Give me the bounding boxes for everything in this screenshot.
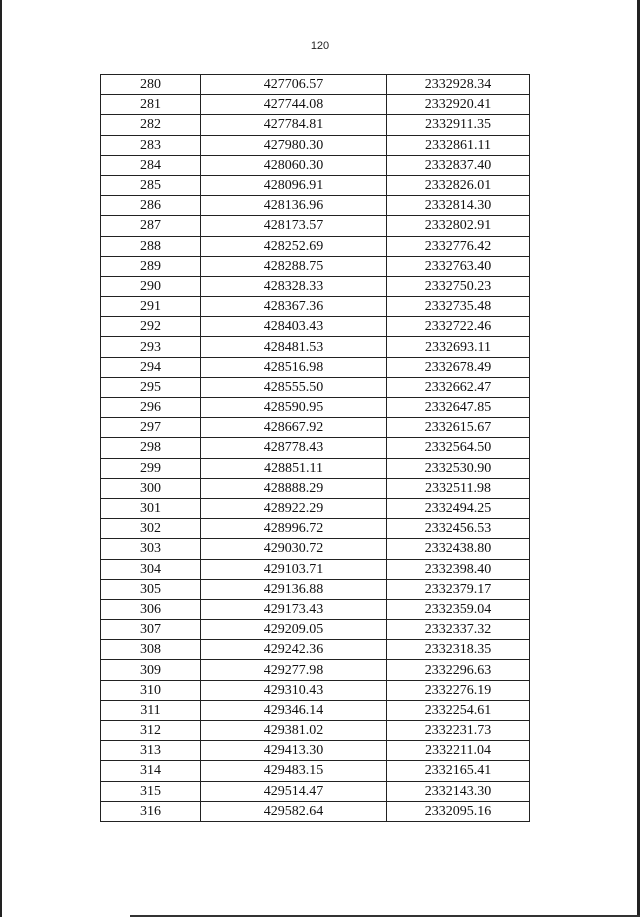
point-number-cell: 298 (101, 438, 201, 458)
point-number-cell: 290 (101, 276, 201, 296)
y-coordinate-cell: 2332776.42 (387, 236, 530, 256)
table-row (101, 438, 530, 458)
table-row (101, 498, 530, 518)
y-coordinate-cell: 2332920.41 (387, 95, 530, 115)
x-coordinate-cell: 428367.36 (200, 297, 386, 317)
table-row (101, 640, 530, 660)
x-coordinate-cell: 427706.57 (200, 75, 386, 95)
x-coordinate-cell: 429209.05 (200, 620, 386, 640)
table-row (101, 660, 530, 680)
point-number-cell: 281 (101, 95, 201, 115)
table-row (101, 317, 530, 337)
table-row (101, 620, 530, 640)
page-number: 120 (310, 40, 330, 52)
table-row (101, 579, 530, 599)
table-row (101, 357, 530, 377)
x-coordinate-cell: 428778.43 (200, 438, 386, 458)
point-number-cell: 307 (101, 620, 201, 640)
y-coordinate-cell: 2332722.46 (387, 317, 530, 337)
y-coordinate-cell: 2332337.32 (387, 620, 530, 640)
table-row (101, 700, 530, 720)
y-coordinate-cell: 2332511.98 (387, 478, 530, 498)
table-row (101, 559, 530, 579)
table-row (101, 519, 530, 539)
x-coordinate-cell: 429242.36 (200, 640, 386, 660)
table-row (101, 680, 530, 700)
x-coordinate-cell: 427784.81 (200, 115, 386, 135)
point-number-cell: 282 (101, 115, 201, 135)
point-number-cell: 305 (101, 579, 201, 599)
y-coordinate-cell: 2332837.40 (387, 155, 530, 175)
y-coordinate-cell: 2332678.49 (387, 357, 530, 377)
x-coordinate-cell: 428288.75 (200, 256, 386, 276)
table-row (101, 297, 530, 317)
y-coordinate-cell: 2332911.35 (387, 115, 530, 135)
point-number-cell: 302 (101, 519, 201, 539)
y-coordinate-cell: 2332398.40 (387, 559, 530, 579)
point-number-cell: 293 (101, 337, 201, 357)
point-number-cell: 296 (101, 398, 201, 418)
point-number-cell: 303 (101, 539, 201, 559)
table-row (101, 781, 530, 801)
x-coordinate-cell: 429346.14 (200, 700, 386, 720)
y-coordinate-cell: 2332456.53 (387, 519, 530, 539)
point-number-cell: 306 (101, 599, 201, 619)
x-coordinate-cell: 428555.50 (200, 377, 386, 397)
point-number-cell: 315 (101, 781, 201, 801)
table-row (101, 741, 530, 761)
y-coordinate-cell: 2332763.40 (387, 256, 530, 276)
coordinates-table-body (101, 75, 530, 822)
table-row (101, 256, 530, 276)
table-row (101, 418, 530, 438)
table-row (101, 478, 530, 498)
x-coordinate-cell: 429413.30 (200, 741, 386, 761)
point-number-cell: 289 (101, 256, 201, 276)
x-coordinate-cell: 428996.72 (200, 519, 386, 539)
x-coordinate-cell: 428173.57 (200, 216, 386, 236)
point-number-cell: 284 (101, 155, 201, 175)
point-number-cell: 287 (101, 216, 201, 236)
y-coordinate-cell: 2332143.30 (387, 781, 530, 801)
x-coordinate-cell: 429381.02 (200, 721, 386, 741)
x-coordinate-cell: 427744.08 (200, 95, 386, 115)
x-coordinate-cell: 429136.88 (200, 579, 386, 599)
x-coordinate-cell: 429582.64 (200, 801, 386, 821)
x-coordinate-cell: 428481.53 (200, 337, 386, 357)
point-number-cell: 314 (101, 761, 201, 781)
x-coordinate-cell: 428403.43 (200, 317, 386, 337)
y-coordinate-cell: 2332826.01 (387, 175, 530, 195)
point-number-cell: 316 (101, 801, 201, 821)
y-coordinate-cell: 2332735.48 (387, 297, 530, 317)
x-coordinate-cell: 428252.69 (200, 236, 386, 256)
table-row (101, 75, 530, 95)
point-number-cell: 304 (101, 559, 201, 579)
x-coordinate-cell: 428590.95 (200, 398, 386, 418)
x-coordinate-cell: 428667.92 (200, 418, 386, 438)
table-row (101, 115, 530, 135)
x-coordinate-cell: 429514.47 (200, 781, 386, 801)
point-number-cell: 292 (101, 317, 201, 337)
table-row (101, 761, 530, 781)
table-row (101, 95, 530, 115)
y-coordinate-cell: 2332494.25 (387, 498, 530, 518)
table-row (101, 196, 530, 216)
x-coordinate-cell: 429310.43 (200, 680, 386, 700)
scan-edge-left (0, 0, 2, 917)
table-row (101, 599, 530, 619)
point-number-cell: 280 (101, 75, 201, 95)
point-number-cell: 309 (101, 660, 201, 680)
point-number-cell: 313 (101, 741, 201, 761)
x-coordinate-cell: 428888.29 (200, 478, 386, 498)
point-number-cell: 297 (101, 418, 201, 438)
y-coordinate-cell: 2332438.80 (387, 539, 530, 559)
y-coordinate-cell: 2332165.41 (387, 761, 530, 781)
x-coordinate-cell: 429103.71 (200, 559, 386, 579)
y-coordinate-cell: 2332564.50 (387, 438, 530, 458)
x-coordinate-cell: 429173.43 (200, 599, 386, 619)
table-row (101, 236, 530, 256)
table-row (101, 539, 530, 559)
table-row (101, 458, 530, 478)
y-coordinate-cell: 2332861.11 (387, 135, 530, 155)
table-row (101, 377, 530, 397)
y-coordinate-cell: 2332802.91 (387, 216, 530, 236)
x-coordinate-cell: 429030.72 (200, 539, 386, 559)
y-coordinate-cell: 2332662.47 (387, 377, 530, 397)
x-coordinate-cell: 429277.98 (200, 660, 386, 680)
y-coordinate-cell: 2332211.04 (387, 741, 530, 761)
x-coordinate-cell: 428060.30 (200, 155, 386, 175)
y-coordinate-cell: 2332750.23 (387, 276, 530, 296)
table-row (101, 216, 530, 236)
point-number-cell: 312 (101, 721, 201, 741)
y-coordinate-cell: 2332615.67 (387, 418, 530, 438)
point-number-cell: 311 (101, 700, 201, 720)
table-row (101, 276, 530, 296)
x-coordinate-cell: 427980.30 (200, 135, 386, 155)
point-number-cell: 294 (101, 357, 201, 377)
y-coordinate-cell: 2332296.63 (387, 660, 530, 680)
table-row (101, 398, 530, 418)
point-number-cell: 301 (101, 498, 201, 518)
y-coordinate-cell: 2332814.30 (387, 196, 530, 216)
table-row (101, 801, 530, 821)
point-number-cell: 283 (101, 135, 201, 155)
point-number-cell: 295 (101, 377, 201, 397)
table-row (101, 337, 530, 357)
point-number-cell: 310 (101, 680, 201, 700)
y-coordinate-cell: 2332318.35 (387, 640, 530, 660)
x-coordinate-cell: 428516.98 (200, 357, 386, 377)
point-number-cell: 288 (101, 236, 201, 256)
y-coordinate-cell: 2332276.19 (387, 680, 530, 700)
table-row (101, 175, 530, 195)
y-coordinate-cell: 2332359.04 (387, 599, 530, 619)
x-coordinate-cell: 428136.96 (200, 196, 386, 216)
y-coordinate-cell: 2332647.85 (387, 398, 530, 418)
x-coordinate-cell: 428922.29 (200, 498, 386, 518)
y-coordinate-cell: 2332231.73 (387, 721, 530, 741)
table-row (101, 155, 530, 175)
point-number-cell: 299 (101, 458, 201, 478)
point-number-cell: 285 (101, 175, 201, 195)
y-coordinate-cell: 2332928.34 (387, 75, 530, 95)
x-coordinate-cell: 428851.11 (200, 458, 386, 478)
point-number-cell: 308 (101, 640, 201, 660)
point-number-cell: 291 (101, 297, 201, 317)
x-coordinate-cell: 429483.15 (200, 761, 386, 781)
y-coordinate-cell: 2332254.61 (387, 700, 530, 720)
y-coordinate-cell: 2332095.16 (387, 801, 530, 821)
x-coordinate-cell: 428328.33 (200, 276, 386, 296)
point-number-cell: 300 (101, 478, 201, 498)
coordinates-table (100, 74, 530, 822)
table-row (101, 135, 530, 155)
point-number-cell: 286 (101, 196, 201, 216)
y-coordinate-cell: 2332530.90 (387, 458, 530, 478)
y-coordinate-cell: 2332379.17 (387, 579, 530, 599)
x-coordinate-cell: 428096.91 (200, 175, 386, 195)
table-row (101, 721, 530, 741)
y-coordinate-cell: 2332693.11 (387, 337, 530, 357)
